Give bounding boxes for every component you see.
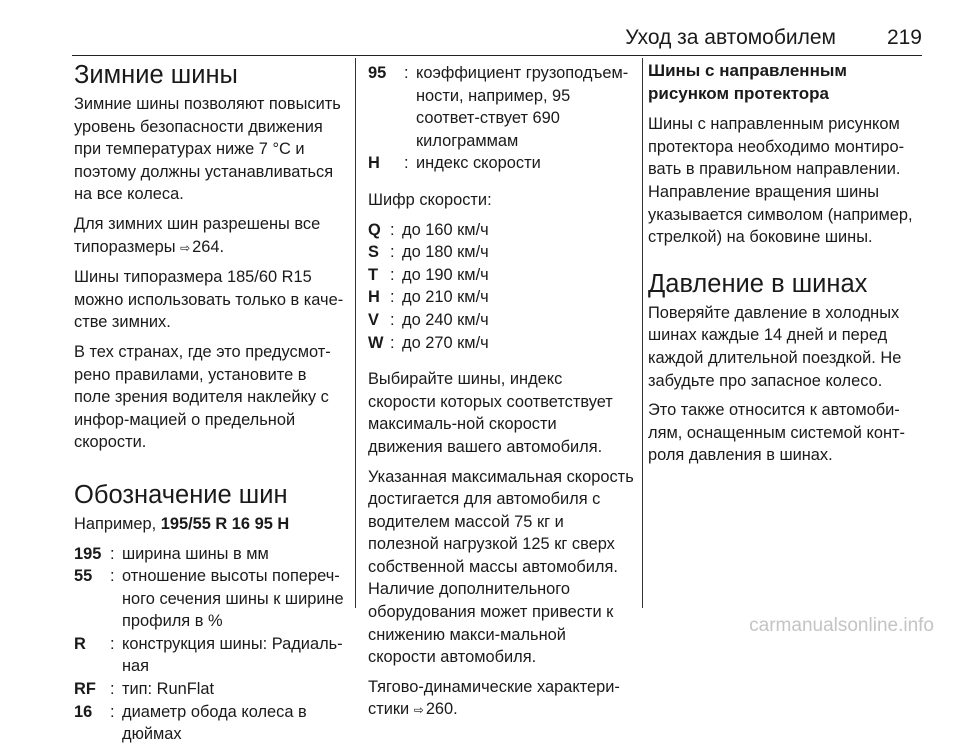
definition-item: H : индекс скорости — [368, 152, 634, 175]
speed-index-label: Шифр скорости: — [368, 190, 492, 209]
page-reference-link[interactable] — [180, 238, 224, 256]
page-reference-link[interactable] — [414, 700, 458, 718]
speed-paragraph-3 — [368, 676, 634, 722]
designation-definitions — [74, 543, 346, 746]
definition-key: 55 — [74, 567, 93, 586]
definition-value: индекс скорости — [416, 154, 541, 173]
definition-value: отношение высоты попереч-ного сечения шины к ширине профиля в % — [122, 567, 344, 631]
speed-paragraph-3-text: Тягово-динамические характери-стики — [368, 677, 620, 719]
speed-key: Q — [368, 220, 381, 239]
speed-index-list — [368, 219, 634, 355]
speed-item: Q : до 160 км/ч — [368, 219, 634, 242]
example-code: 195/55 R 16 95 H — [160, 514, 290, 533]
speed-paragraph-2: Указанная максимальная скорость достигается для автомобиля с водителем массой 75 кг и полезной нагрузкой 125 кг сверх собственной массы автомобиля. Наличие дополнительного оборудования может привести к снижению макси-мальной скорости автомобиля. — [368, 467, 634, 667]
page-number: 219 — [886, 26, 922, 49]
winter-tires-heading: Зимние шины — [74, 61, 238, 89]
designation-example — [74, 513, 346, 536]
speed-value: до 190 км/ч — [402, 265, 489, 284]
winter-paragraph-2 — [74, 213, 346, 259]
pressure-paragraph-1: Поверяйте давление в холодных шинах каждые 14 дней и перед каждой длительной поездкой. Не забудьте про запасное колесо. — [648, 303, 902, 390]
speed-key: W — [368, 333, 384, 352]
definition-key: H — [368, 154, 380, 173]
winter-paragraph-4: В тех странах, где это предусмот-рено правилами, установите в поле зрения водителя наклейку с инфор-мацией о предельной скорости. — [74, 342, 331, 452]
example-label: Например, — [74, 514, 157, 533]
directional-paragraph: Шины с направленным рисунком протектора необходимо монтиро-вать в правильном направлении. Направление вращения шины указывается символом (например, стрелкой) на боковине шины. — [648, 115, 913, 247]
definition-value: ширина шины в мм — [122, 544, 269, 563]
pressure-paragraph-2: Это также относится к автомоби-лям, оснащенным системой конт-роля давления в шинах. — [648, 401, 905, 465]
column-divider-1 — [355, 58, 356, 608]
reference-arrow-icon: ⇨ — [413, 703, 424, 718]
definition-key: 95 — [368, 64, 387, 82]
watermark: carmanualsonline.info — [749, 615, 934, 637]
speed-item: V : до 240 км/ч — [368, 309, 634, 332]
speed-item: T : до 190 км/ч — [368, 264, 634, 287]
winter-paragraph-2-text: Для зимних шин разрешены все типоразмеры — [74, 214, 321, 256]
speed-key: T — [368, 265, 379, 284]
speed-key: S — [368, 243, 379, 262]
definition-item: 195 : ширина шины в мм — [74, 543, 346, 566]
page-reference-number: 264. — [192, 237, 225, 256]
speed-value: до 240 км/ч — [402, 310, 489, 329]
definition-item: 95 : коэффициент грузоподъем-ности, например, 95 соответ-ствует 690 килограммам — [368, 62, 634, 152]
definition-key: R — [74, 634, 86, 653]
column-1 — [74, 58, 346, 752]
reference-arrow-icon: ⇨ — [180, 240, 191, 255]
speed-value: до 160 км/ч — [402, 220, 489, 239]
column-divider-2 — [642, 58, 643, 608]
definition-value: коэффициент грузоподъем-ности, например, 95 соответ-ствует 690 килограммам — [416, 64, 629, 150]
page-reference-number: 260. — [425, 700, 458, 719]
speed-paragraph-1: Выбирайте шины, индекс скорости которых соответствует максималь-ной скорости движения вашего автомобиля. — [368, 370, 613, 456]
definition-item: 16 : диаметр обода колеса в дюймах — [74, 701, 346, 746]
speed-item: H : до 210 км/ч — [368, 286, 634, 309]
winter-paragraph-1: Зимние шины позволяют повысить уровень безопасности движения при температурах ниже 7 °C и поэтому должны устанавливаться на все колеса. — [74, 95, 341, 204]
column-2 — [368, 58, 634, 729]
speed-key: H — [368, 288, 380, 307]
speed-key: V — [368, 310, 379, 329]
speed-value: до 180 км/ч — [402, 243, 489, 262]
definition-value: конструкция шины: Радиаль-ная — [122, 634, 343, 676]
definition-value: тип: RunFlat — [122, 680, 215, 699]
speed-item: S : до 180 км/ч — [368, 241, 634, 264]
directional-tires-heading: Шины с направленным рисунком протектора — [648, 61, 847, 103]
winter-paragraph-3: Шины типоразмера 185/60 R15 можно использовать только в каче-стве зимних. — [74, 268, 344, 332]
tire-designation-heading: Обозначение шин — [74, 480, 288, 509]
speed-value: до 270 км/ч — [402, 333, 489, 352]
definition-item: 55 : отношение высоты попереч-ного сечения шины к ширине профиля в % — [74, 565, 346, 633]
definition-key: 16 — [74, 702, 93, 721]
column-3 — [648, 58, 924, 474]
header-divider — [72, 55, 922, 56]
speed-item: W : до 270 км/ч — [368, 332, 634, 355]
speed-value: до 210 км/ч — [402, 288, 489, 307]
tire-pressure-heading: Давление в шинах — [648, 269, 868, 298]
definition-item: R : конструкция шины: Радиаль-ная — [74, 633, 346, 678]
definition-item: RF : тип: RunFlat — [74, 678, 346, 701]
definition-key: 195 — [74, 544, 102, 563]
definition-value: диаметр обода колеса в дюймах — [122, 702, 307, 744]
designation-definitions-continued — [368, 62, 634, 175]
header-title: Уход за автомобилем — [625, 26, 836, 49]
definition-key: RF — [74, 680, 96, 699]
